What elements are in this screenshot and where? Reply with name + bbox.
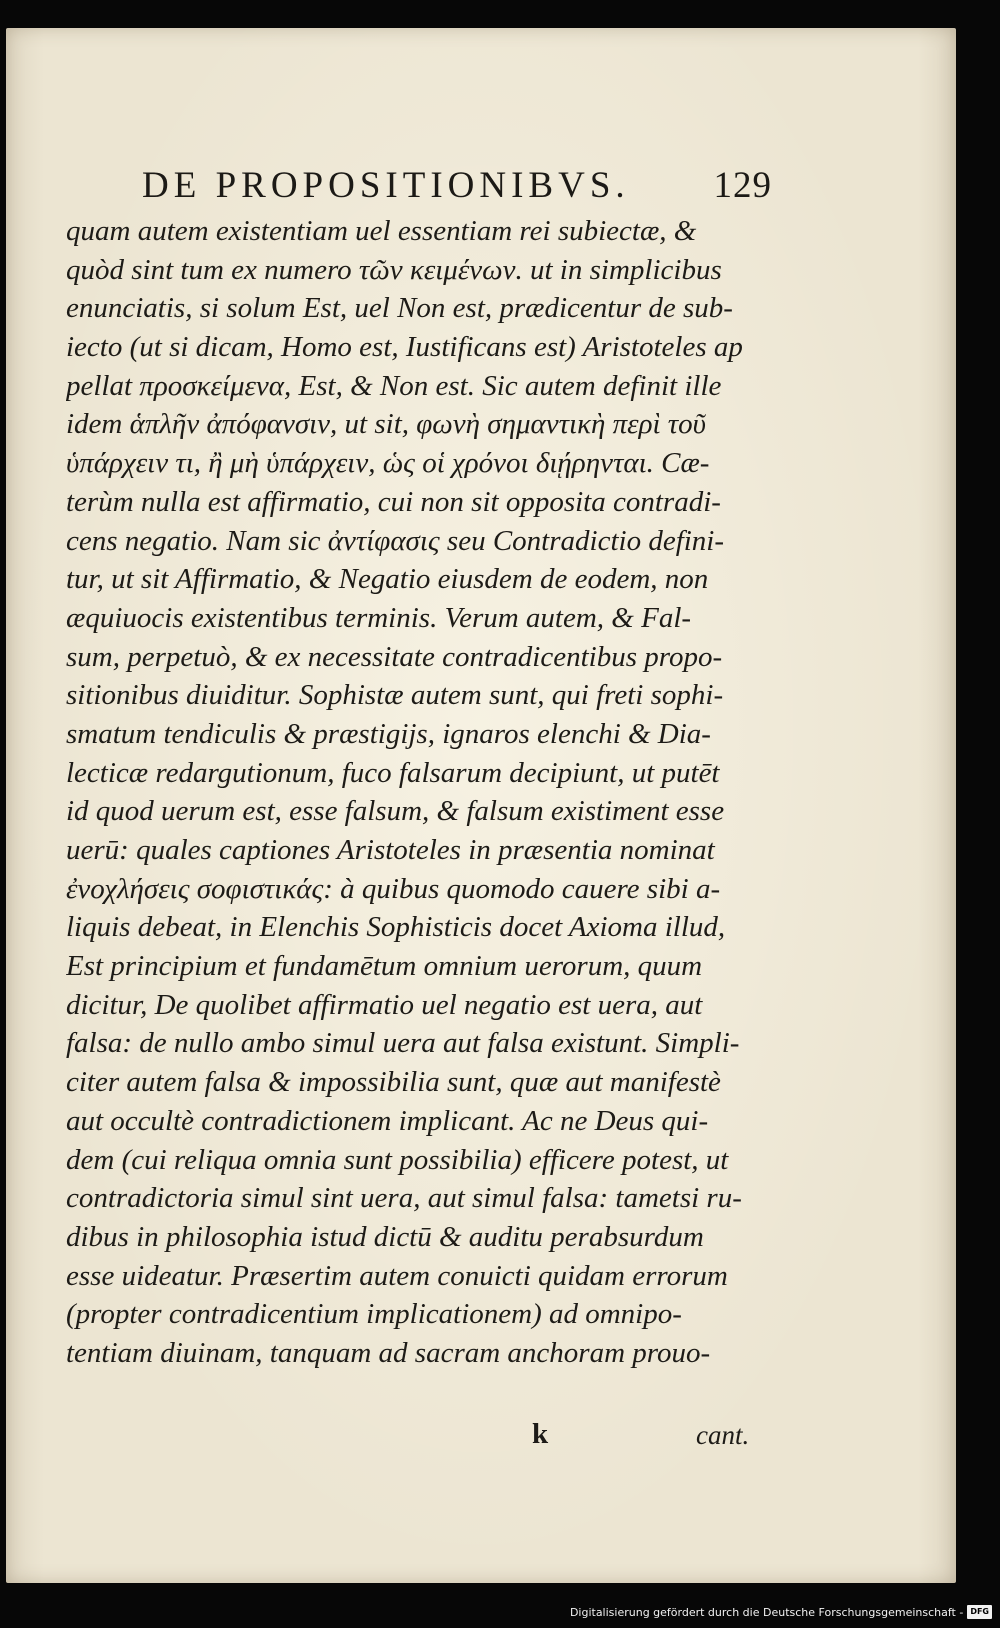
text-line: aut occultè contradictionem implicant. Ac ne Deus qui- <box>66 1104 709 1137</box>
book-page <box>6 28 956 1583</box>
text-line: dibus in philosophia istud dictū & auditu perabsurdum <box>66 1220 704 1253</box>
credit-text: Digitalisierung gefördert durch die Deutsche Forschungsgemeinschaft - <box>569 1605 964 1619</box>
text-line: idem ἁπλῆν ἀπόφανσιν, ut sit, φωνὴ σημαντικὴ περὶ τοῦ <box>66 408 706 441</box>
text-line: ἐνοχλήσεις σοφιστικάς: à quibus quomodo cauere sibi a- <box>66 872 721 905</box>
text-line: tentiam diuinam, tanquam ad sacram anchoram prouo- <box>66 1336 711 1369</box>
running-head-title: DE PROPOSITIONIBVS. <box>142 165 630 206</box>
text-line: (propter contradicentium implicationem) ad omnipo- <box>66 1298 682 1331</box>
text-line: uerū: quales captiones Aristoteles in præsentia nominat <box>66 834 715 866</box>
text-line: contradictoria simul sint uera, aut simul falsa: tametsi ru- <box>66 1182 742 1215</box>
text-line: Est principium et fundamētum omnium uerorum, quum <box>66 950 703 983</box>
text-line: æquiuocis existentibus terminis. Verum autem, & Fal- <box>66 601 692 634</box>
page-number: 129 <box>713 165 772 206</box>
digitization-credit <box>570 1604 992 1620</box>
text-line: lecticæ redargutionum, fuco falsarum decipiunt, ut putēt <box>66 756 720 789</box>
text-line: quam autem existentiam uel essentiam rei subiectæ, & <box>66 215 697 247</box>
text-line: sitionibus diuiditur. Sophistæ autem sunt, qui freti sophi- <box>66 679 724 712</box>
text-block <box>66 212 786 1373</box>
text-line: quòd sint tum ex numero τῶν κειμένων. ut in simplicibus <box>66 253 722 286</box>
text-line: sum, perpetuò, & ex necessitate contradicentibus propo- <box>66 640 723 673</box>
text-line: enunciatis, si solum Est, uel Non est, prædicentur de sub- <box>66 292 733 325</box>
text-line: esse uideatur. Præsertim autem conuicti quidam errorum <box>66 1259 728 1292</box>
signature-mark: k <box>532 1418 549 1450</box>
text-line: smatum tendiculis & præstigijs, ignaros elenchi & Dia- <box>66 717 711 750</box>
text-line: dem (cui reliqua omnia sunt possibilia) efficere potest, ut <box>66 1143 729 1176</box>
text-line: citer autem falsa & impossibilia sunt, quæ aut manifestè <box>66 1066 721 1099</box>
running-head <box>142 164 772 207</box>
text-line: tur, ut sit Affirmatio, & Negatio eiusdem de eodem, non <box>66 563 709 596</box>
text-line: ὑπάρχειν τι, ἢ μὴ ὑπάρχειν, ὡς οἱ χρόνοι διῄρηνται. Cæ- <box>66 447 710 480</box>
text-line: cens negatio. Nam sic ἀντίφασις seu Contradictio defini- <box>66 524 725 557</box>
dfg-logo: DFG <box>967 1605 992 1619</box>
text-line: dicitur, De quolibet affirmatio uel negatio est uera, aut <box>66 988 703 1021</box>
text-line: iecto (ut si dicam, Homo est, Iustificans est) Aristoteles ap <box>66 331 743 364</box>
catchword: cant. <box>696 1420 750 1450</box>
text-line: id quod uerum est, esse falsum, & falsum existiment esse <box>66 795 725 828</box>
text-line: terùm nulla est affirmatio, cui non sit opposita contradi- <box>66 485 721 518</box>
text-line: liquis debeat, in Elenchis Sophisticis docet Axioma illud, <box>66 911 726 944</box>
text-line: falsa: de nullo ambo simul uera aut falsa existunt. Simpli- <box>66 1027 740 1060</box>
text-line: pellat προσκείμενα, Est, & Non est. Sic autem definit ille <box>66 369 722 402</box>
